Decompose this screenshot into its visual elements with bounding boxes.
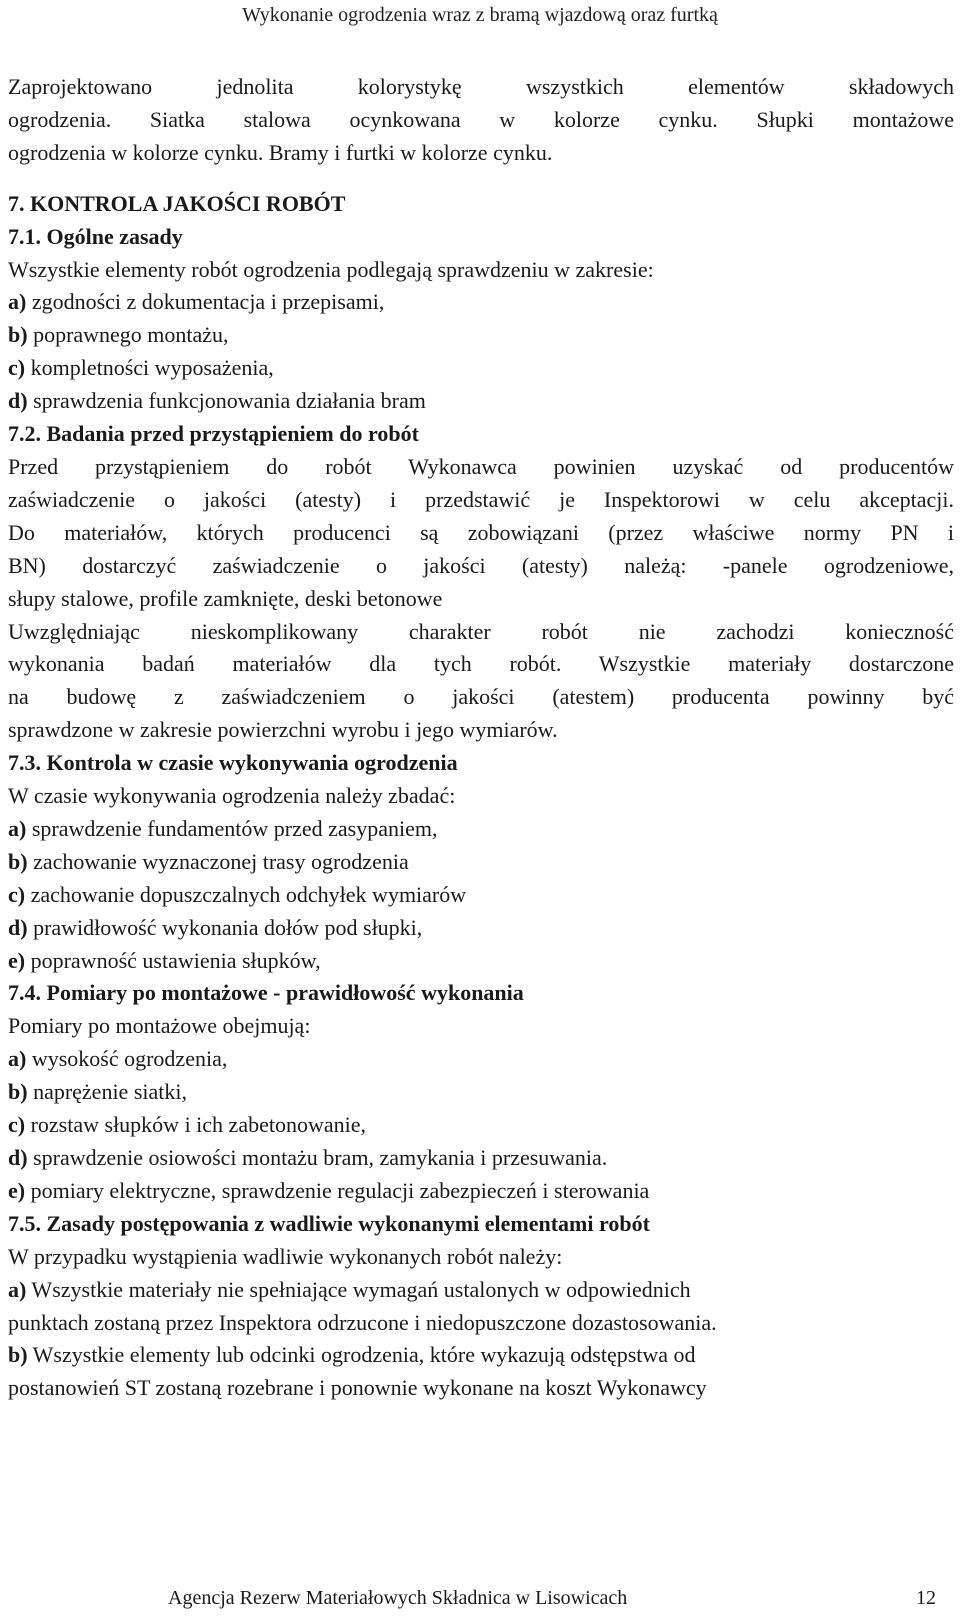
list-text: wysokość ogrodzenia,	[26, 1046, 228, 1072]
paragraph: Pomiary po montażowe obejmują:	[8, 1013, 311, 1039]
list-text: Wszystkie materiały nie spełniające wymagań ustalonych w odpowiednich	[26, 1276, 691, 1302]
list-text: kompletności wyposażenia,	[25, 355, 274, 381]
list-label: e)	[8, 947, 26, 973]
list-item	[8, 352, 954, 385]
paragraph-line: Przed przystąpieniem do robót Wykonawca powinien uzyskać od producentów	[8, 453, 954, 479]
list-item	[8, 286, 954, 319]
list-label: c)	[8, 1112, 26, 1138]
list-text: zachowanie wyznaczonej trasy ogrodzenia	[27, 848, 409, 874]
list-text: rozstaw słupków i ich zabetonowanie,	[25, 1112, 366, 1138]
paragraph: W czasie wykonywania ogrodzenia należy zbadać:	[8, 783, 456, 809]
list-text: naprężenie siatki,	[27, 1079, 187, 1105]
list-label: b)	[8, 322, 28, 348]
page-header: Wykonanie ogrodzenia wraz z bramą wjazdową oraz furtką	[242, 4, 718, 26]
subsection-heading-7-4: 7.4. Pomiary po montażowe - prawidłowość wykonania	[8, 980, 524, 1006]
list-item	[8, 1043, 954, 1076]
list-label: b)	[8, 1079, 28, 1105]
subsection-heading-7-3: 7.3. Kontrola w czasie wykonywania ogrodzenia	[8, 750, 458, 776]
list-text: sprawdzenie osiowości montażu bram, zamykania i przesuwania.	[27, 1145, 608, 1170]
list-label: c)	[8, 355, 26, 381]
paragraph: W przypadku wystąpienia wadliwie wykonanych robót należy:	[8, 1243, 563, 1269]
subsection-heading-7-5: 7.5. Zasady postępowania z wadliwie wykonanymi elementami robót	[8, 1210, 650, 1236]
list-item	[8, 912, 954, 945]
list-text: sprawdzenia funkcjonowania działania bram	[27, 388, 426, 414]
list-item	[8, 813, 954, 846]
list-text: poprawność ustawienia słupków,	[25, 947, 321, 973]
paragraph-line: zaświadczenie o jakości (atesty) i przedstawić je Inspektorowi w celu akceptacji.	[8, 486, 954, 512]
list-label: c)	[8, 881, 26, 907]
list-item	[8, 1142, 954, 1175]
footer-organization: Agencja Rezerw Materiałowych Składnica w Lisowicach	[168, 1587, 628, 1609]
list-text: pomiary elektryczne, sprawdzenie regulacji zabezpieczeń i sterowania	[25, 1177, 650, 1203]
list-label: a)	[8, 1046, 27, 1072]
list-text: poprawnego montażu,	[27, 322, 229, 348]
list-item	[8, 846, 954, 879]
intro-line: Zaprojektowano jednolita kolorystykę wszystkich elementów składowych	[8, 74, 954, 99]
list-item	[8, 1076, 954, 1109]
list-item	[8, 1175, 954, 1208]
paragraph-line: słupy stalowe, profile zamknięte, deski betonowe	[8, 585, 443, 611]
list-text: zachowanie dopuszczalnych odchyłek wymiarów	[25, 881, 467, 907]
document-body	[8, 71, 954, 1405]
intro-line: ogrodzenia w kolorze cynku. Bramy i furtki w kolorze cynku.	[8, 139, 553, 165]
list-item	[8, 1109, 954, 1142]
spacer	[8, 170, 954, 188]
list-text: prawidłowość wykonania dołów pod słupki,	[27, 914, 423, 940]
list-item	[8, 945, 954, 978]
list-item-continuation: postanowień ST zostaną rozebrane i ponownie wykonane na koszt Wykonawcy	[8, 1375, 707, 1401]
list-label: b)	[8, 1342, 28, 1368]
paragraph-line: Do materiałów, których producenci są zobowiązani (przez właściwe normy PN i	[8, 519, 954, 545]
list-item	[8, 385, 954, 418]
subsection-heading-7-1: 7.1. Ogólne zasady	[8, 223, 183, 249]
list-label: d)	[8, 388, 28, 414]
list-item	[8, 1274, 954, 1307]
paragraph-line: wykonania badań materiałów dla tych robót. Wszystkie materiały dostarczone	[8, 651, 954, 677]
section-heading-7: 7. KONTROLA JAKOŚCI ROBÓT	[8, 190, 346, 216]
list-label: a)	[8, 1276, 27, 1302]
list-item-continuation: punktach zostaną przez Inspektora odrzucone i niedopuszczone dozastosowania.	[8, 1309, 717, 1335]
list-item	[8, 1339, 954, 1372]
list-text: zgodności z dokumentacja i przepisami,	[26, 289, 385, 315]
list-item	[8, 319, 954, 352]
list-label: a)	[8, 815, 27, 841]
paragraph-line: BN) dostarczyć zaświadczenie o jakości (atesty) należą: -panele ogrodzeniowe,	[8, 552, 954, 578]
paragraph-line: Uwzględniając nieskomplikowany charakter robót nie zachodzi konieczność	[8, 618, 954, 644]
paragraph: Wszystkie elementy robót ogrodzenia podlegają sprawdzeniu w zakresie:	[8, 256, 654, 282]
list-text: sprawdzenie fundamentów przed zasypaniem,	[26, 815, 438, 841]
list-label: d)	[8, 914, 28, 940]
paragraph-line: sprawdzone w zakresie powierzchni wyrobu i jego wymiarów.	[8, 717, 558, 743]
paragraph-line: na budowę z zaświadczeniem o jakości (atestem) producenta powinny być	[8, 684, 954, 710]
list-label: a)	[8, 289, 27, 315]
page-number: 12	[916, 1587, 936, 1609]
list-label: e)	[8, 1177, 26, 1203]
list-label: b)	[8, 848, 28, 874]
list-text: Wszystkie elementy lub odcinki ogrodzenia, które wykazują odstępstwa od	[27, 1342, 696, 1368]
subsection-heading-7-2: 7.2. Badania przed przystąpieniem do robót	[8, 421, 419, 447]
list-item	[8, 879, 954, 912]
intro-line: ogrodzenia. Siatka stalowa ocynkowana w kolorze cynku. Słupki montażowe	[8, 106, 954, 132]
list-label: d)	[8, 1145, 28, 1170]
